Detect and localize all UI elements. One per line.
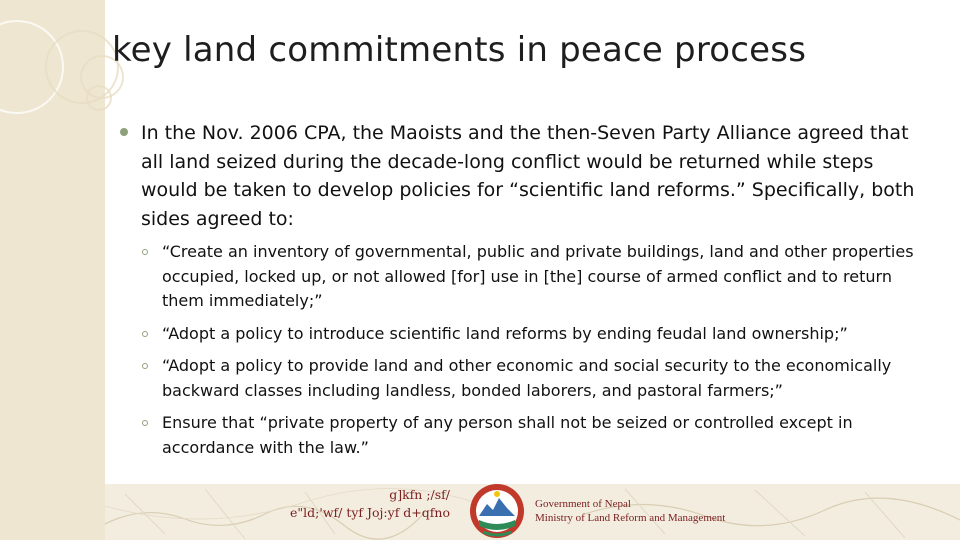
gov-line-2: Ministry of Land Reform and Management: [535, 511, 726, 524]
bullet-ring-icon: [142, 249, 148, 255]
bullet-dot-icon: [120, 128, 128, 136]
sub-bullet-text: “Adopt a policy to introduce scientific land reforms by ending feudal land ownership;”: [162, 323, 848, 343]
footer-banner: [105, 484, 960, 540]
sub-bullet: [142, 240, 922, 314]
bullet-ring-icon: [142, 331, 148, 337]
map-texture: [105, 484, 960, 540]
sub-bullet-text: “Create an inventory of governmental, public and private buildings, land and other properties occupied, locked up, or not allowed [for] use in [the] course of armed conflict and to return them immediately;”: [162, 242, 914, 310]
sub-bullet-text: “Adopt a policy to provide land and other economic and social security to the economically backward classes including landless, bonded laborers, and pastoral farmers;”: [162, 356, 892, 400]
sub-bullet: [142, 354, 922, 403]
gov-line-1: Government of Nepal: [535, 498, 631, 510]
nepali-gov-text: g]kfn ;/sf/: [389, 487, 450, 502]
bullet-ring-icon: [142, 363, 148, 369]
sub-bullet-list: [142, 240, 922, 468]
sub-bullet-text: Ensure that “private property of any person shall not be seized or controlled except in accordance with the law.”: [162, 413, 853, 457]
bullet-ring-icon: [142, 420, 148, 426]
sub-bullet: [142, 322, 922, 347]
decorative-circle: [86, 85, 112, 111]
nepali-ministry-text: e"ld;'wf/ tyf Joj:yf d+qfno: [290, 505, 450, 520]
left-decorative-band: [0, 0, 105, 540]
main-bullet-text: In the Nov. 2006 CPA, the Maoists and the then-Seven Party Alliance agreed that all land seized during the decade-long conflict would be returned while steps would be taken to develop policies for “scientific land reforms.” Specifically, both sides agreed to:: [141, 122, 915, 230]
sub-bullet: [142, 411, 922, 460]
nepal-emblem-icon: [465, 484, 529, 540]
main-bullet: [120, 119, 932, 233]
slide-title: key land commitments in peace process: [112, 30, 807, 70]
gov-nepal-label: [535, 498, 725, 525]
